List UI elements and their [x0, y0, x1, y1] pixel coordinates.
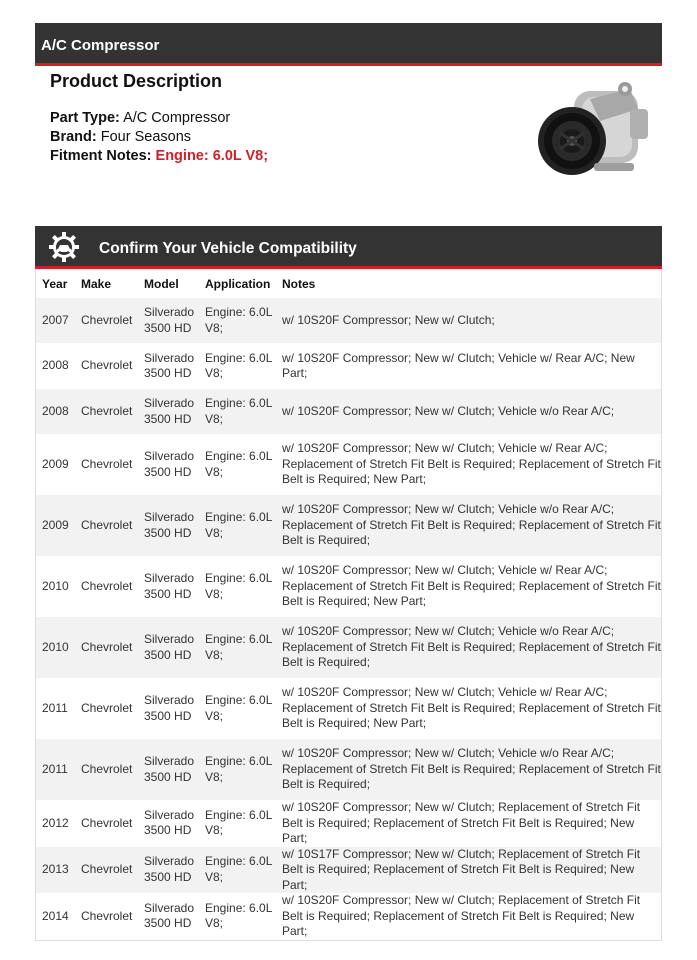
top-header-title: A/C Compressor: [41, 37, 160, 54]
cell-application: Engine: 6.0L V8;: [199, 617, 276, 678]
cell-application: Engine: 6.0L V8;: [205, 449, 272, 479]
cell-model: Silverado 3500 HD: [144, 900, 195, 931]
table-row: [36, 556, 661, 617]
table-row: [36, 389, 661, 434]
cell-model: Silverado 3500 HD: [144, 350, 195, 380]
cell-application: Engine: 6.0L V8;: [199, 847, 276, 894]
cell-notes: w/ 10S20F Compressor; New w/ Clutch; Vehicle w/o Rear A/C; Replacement of Stretch Fit Belt is Required; Replacement of Stretch Fit Belt is Required;: [276, 617, 661, 678]
cell-notes: w/ 10S20F Compressor; New w/ Clutch; Replacement of Stretch Fit Belt is Required; Replacement of Stretch Fit Belt is Required; New Part;: [282, 893, 641, 938]
cell-notes: w/ 10S20F Compressor; New w/ Clutch; Vehicle w/ Rear A/C; Replacement of Stretch Fit Belt is Required; Replacement of Stretch Fit Belt is Required; New Part;: [282, 685, 661, 731]
cell-notes: w/ 10S20F Compressor; New w/ Clutch; Vehicle w/o Rear A/C; Replacement of Stretch Fit Belt is Required; Replacement of Stretch Fit Belt is Required;: [276, 739, 661, 800]
fitment-line: [50, 147, 268, 166]
cell-model: Silverado 3500 HD: [138, 617, 199, 678]
cell-year: 2009: [36, 495, 75, 556]
gear-car-icon: [48, 231, 80, 263]
cell-model: Silverado 3500 HD: [144, 807, 195, 838]
compat-header-bar: [35, 226, 662, 269]
cell-year: 2012: [42, 815, 69, 830]
table-row: [36, 800, 661, 847]
cell-model: Silverado 3500 HD: [138, 847, 199, 894]
cell-make: Chevrolet: [81, 578, 133, 593]
table-row: [36, 678, 661, 739]
cell-application: Engine: 6.0L V8;: [205, 807, 272, 838]
compatibility-table: [35, 269, 662, 941]
fitment-label: Fitment Notes:: [50, 148, 152, 164]
cell-notes: w/ 10S20F Compressor; New w/ Clutch; Vehicle w/ Rear A/C; Replacement of Stretch Fit Belt is Required; Replacement of Stretch Fit Belt is Required; New Part;: [282, 563, 661, 609]
col-year: Year: [42, 276, 68, 291]
table-row: [36, 617, 661, 678]
cell-make: Chevrolet: [81, 358, 133, 373]
cell-model: Silverado 3500 HD: [144, 693, 195, 723]
table-row: [36, 343, 661, 389]
cell-make: Chevrolet: [75, 617, 138, 678]
part-type-line: [50, 109, 268, 128]
cell-make: Chevrolet: [81, 815, 133, 830]
cell-notes: w/ 10S20F Compressor; New w/ Clutch; Vehicle w/ Rear A/C; New Part;: [282, 350, 635, 380]
cell-application: Engine: 6.0L V8;: [205, 693, 272, 723]
cell-application: Engine: 6.0L V8;: [199, 389, 276, 434]
cell-make: Chevrolet: [81, 700, 133, 715]
cell-year: 2010: [36, 617, 75, 678]
cell-application: Engine: 6.0L V8;: [199, 298, 276, 343]
ac-compressor-image: [530, 69, 660, 199]
cell-notes: w/ 10S20F Compressor; New w/ Clutch; Vehicle w/ Rear A/C; Replacement of Stretch Fit Belt is Required; Replacement of Stretch Fit Belt is Required; New Part;: [282, 441, 661, 487]
cell-application: Engine: 6.0L V8;: [199, 739, 276, 800]
cell-year: 2011: [42, 700, 68, 715]
table-row: [36, 495, 661, 556]
cell-make: Chevrolet: [75, 847, 138, 894]
part-type-label: Part Type:: [50, 110, 120, 126]
table-header-row: [36, 269, 661, 298]
table-row: [36, 298, 661, 343]
compat-title: Confirm Your Vehicle Compatibility: [99, 240, 357, 257]
product-details: [50, 109, 268, 166]
cell-year: 2014: [42, 908, 69, 923]
table-row: [36, 847, 661, 894]
cell-make: Chevrolet: [75, 739, 138, 800]
cell-make: Chevrolet: [75, 495, 138, 556]
cell-model: Silverado 3500 HD: [144, 449, 195, 479]
col-make: Make: [81, 276, 112, 291]
cell-year: 2008: [42, 358, 69, 373]
cell-make: Chevrolet: [75, 389, 138, 434]
cell-year: 2009: [42, 456, 69, 471]
cell-application: Engine: 6.0L V8;: [205, 571, 272, 601]
cell-application: Engine: 6.0L V8;: [205, 350, 272, 380]
col-model: Model: [144, 276, 179, 291]
cell-model: Silverado 3500 HD: [138, 389, 199, 434]
cell-make: Chevrolet: [81, 908, 133, 923]
cell-model: Silverado 3500 HD: [138, 495, 199, 556]
table-row: [36, 434, 661, 495]
cell-application: Engine: 6.0L V8;: [199, 495, 276, 556]
cell-notes: w/ 10S20F Compressor; New w/ Clutch; Replacement of Stretch Fit Belt is Required; Replacement of Stretch Fit Belt is Required; New Part;: [282, 800, 641, 845]
table-row: [36, 739, 661, 800]
cell-notes: w/ 10S20F Compressor; New w/ Clutch; Vehicle w/o Rear A/C; Replacement of Stretch Fit Belt is Required; Replacement of Stretch Fit Belt is Required;: [276, 495, 661, 556]
brand-line: [50, 128, 268, 147]
cell-model: Silverado 3500 HD: [138, 298, 199, 343]
product-description: [35, 66, 662, 216]
cell-year: 2007: [36, 298, 75, 343]
cell-year: 2013: [36, 847, 75, 894]
product-description-heading: Product Description: [50, 71, 223, 91]
cell-model: Silverado 3500 HD: [138, 739, 199, 800]
top-header-bar: [35, 23, 662, 66]
table-row: [36, 893, 661, 940]
cell-notes: w/ 10S20F Compressor; New w/ Clutch; Vehicle w/o Rear A/C;: [276, 389, 661, 434]
brand-value: Four Seasons: [100, 129, 192, 145]
cell-model: Silverado 3500 HD: [144, 571, 195, 601]
cell-make: Chevrolet: [75, 298, 138, 343]
cell-year: 2010: [42, 578, 69, 593]
col-application: Application: [205, 276, 271, 291]
col-notes: Notes: [282, 276, 316, 291]
cell-notes: w/ 10S17F Compressor; New w/ Clutch; Replacement of Stretch Fit Belt is Required; Replacement of Stretch Fit Belt is Required; New Part;: [276, 847, 661, 894]
cell-make: Chevrolet: [81, 456, 133, 471]
fitment-value: Engine: 6.0L V8;: [155, 148, 269, 164]
part-type-value: A/C Compressor: [123, 110, 231, 126]
cell-notes: w/ 10S20F Compressor; New w/ Clutch;: [276, 298, 661, 343]
brand-label: Brand:: [50, 129, 97, 145]
cell-year: 2011: [36, 739, 75, 800]
cell-year: 2008: [36, 389, 75, 434]
cell-application: Engine: 6.0L V8;: [205, 900, 272, 931]
